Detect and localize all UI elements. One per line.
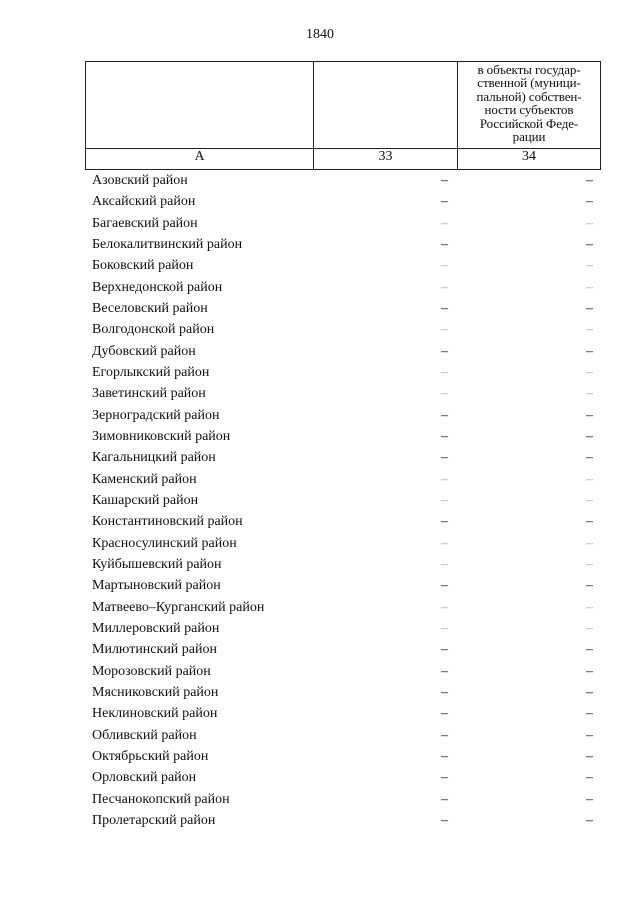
value-col-34: – <box>586 428 593 444</box>
value-col-33: – <box>441 492 448 508</box>
table-header <box>85 61 601 170</box>
value-col-34: – <box>586 578 593 594</box>
district-name: Морозовский район <box>92 663 211 679</box>
value-col-33: – <box>441 194 448 210</box>
header-cell-34 <box>458 62 601 149</box>
value-col-34: – <box>586 279 593 295</box>
value-col-34: – <box>586 386 593 402</box>
value-col-34: – <box>586 194 593 210</box>
value-col-34: – <box>586 791 593 807</box>
table-row <box>0 492 640 513</box>
value-col-33: – <box>441 535 448 551</box>
value-col-33: – <box>441 578 448 594</box>
value-col-34: – <box>586 215 593 231</box>
district-name: Зерноградский район <box>92 407 220 423</box>
col34-title <box>458 62 600 143</box>
district-name: Заветинский район <box>92 386 206 402</box>
value-col-34: – <box>586 492 593 508</box>
table-row <box>0 620 640 641</box>
table-row <box>0 428 640 449</box>
table-row <box>0 215 640 236</box>
value-col-33: – <box>441 279 448 295</box>
value-col-34: – <box>586 471 593 487</box>
table-row <box>0 300 640 321</box>
table-row <box>0 556 640 577</box>
value-col-33: – <box>441 620 448 636</box>
value-col-33: – <box>441 428 448 444</box>
value-col-33: – <box>441 450 448 466</box>
table-row <box>0 449 640 470</box>
table-row <box>0 343 640 364</box>
value-col-33: – <box>441 407 448 423</box>
value-col-34: – <box>586 706 593 722</box>
value-col-33: – <box>441 364 448 380</box>
value-col-34: – <box>586 620 593 636</box>
district-name: Кашарский район <box>92 492 199 508</box>
value-col-33: – <box>441 322 448 338</box>
value-col-33: – <box>441 514 448 530</box>
value-col-33: – <box>441 173 448 188</box>
district-name: Зимовниковский район <box>92 428 231 444</box>
table-row <box>0 812 640 833</box>
district-name: Октябрьский район <box>92 748 209 764</box>
value-col-33: – <box>441 300 448 316</box>
col34-title-line: в объекты государ- <box>477 62 581 77</box>
table-row <box>0 684 640 705</box>
district-name: Милютинский район <box>92 642 218 658</box>
district-name: Кагальницкий район <box>92 450 216 466</box>
district-name: Егорлыкский район <box>92 364 210 380</box>
table-row <box>0 471 640 492</box>
district-name: Мартыновский район <box>92 578 221 594</box>
district-name: Песчанокопский район <box>92 791 230 807</box>
value-col-33: – <box>441 791 448 807</box>
value-col-34: – <box>586 364 593 380</box>
table-row <box>0 748 640 769</box>
value-col-34: – <box>586 407 593 423</box>
page-number: 1840 <box>306 27 334 42</box>
table-row <box>0 257 640 278</box>
value-col-34: – <box>586 343 593 359</box>
index-row <box>86 149 601 170</box>
table-row <box>0 663 640 684</box>
value-col-33: – <box>441 642 448 658</box>
value-col-33: – <box>441 258 448 274</box>
district-name: Красносулинский район <box>92 535 237 551</box>
value-col-34: – <box>586 599 593 615</box>
district-name: Матвеево–Курганский район <box>92 599 265 615</box>
index-cell-33: 33 <box>314 149 458 170</box>
table-row <box>0 407 640 428</box>
district-name: Неклиновский район <box>92 706 218 722</box>
value-col-34: – <box>586 770 593 786</box>
table-row <box>0 705 640 726</box>
table-row <box>0 385 640 406</box>
value-col-33: – <box>441 471 448 487</box>
value-col-34: – <box>586 300 593 316</box>
table-row <box>0 535 640 556</box>
value-col-33: – <box>441 727 448 743</box>
district-name: Миллеровский район <box>92 620 220 636</box>
value-col-34: – <box>586 173 593 188</box>
value-col-34: – <box>586 322 593 338</box>
value-col-34: – <box>586 642 593 658</box>
table-row <box>0 791 640 812</box>
value-col-34: – <box>586 748 593 764</box>
value-col-33: – <box>441 663 448 679</box>
table-row <box>0 641 640 662</box>
table-row <box>0 193 640 214</box>
district-name: Каменский район <box>92 471 197 487</box>
district-name: Веселовский район <box>92 300 208 316</box>
value-col-33: – <box>441 812 448 828</box>
table-row <box>0 599 640 620</box>
district-name: Орловский район <box>92 770 197 786</box>
table-row <box>0 727 640 748</box>
value-col-34: – <box>586 258 593 274</box>
district-name: Константиновский район <box>92 514 243 530</box>
header-row <box>86 62 601 149</box>
value-col-33: – <box>441 556 448 572</box>
header-cell-name <box>86 62 314 149</box>
district-name: Куйбышевский район <box>92 556 222 572</box>
value-col-34: – <box>586 236 593 252</box>
district-name: Обливский район <box>92 727 197 743</box>
value-col-34: – <box>586 514 593 530</box>
value-col-33: – <box>441 343 448 359</box>
table-row <box>0 769 640 790</box>
value-col-34: – <box>586 663 593 679</box>
col34-title-line: рации <box>512 129 546 145</box>
value-col-34: – <box>586 450 593 466</box>
value-col-33: – <box>441 684 448 700</box>
index-cell-34: 34 <box>458 149 601 170</box>
district-name: Волгодонской район <box>92 322 215 338</box>
table-row <box>0 513 640 534</box>
value-col-33: – <box>441 748 448 764</box>
district-name: Мясниковский район <box>92 684 219 700</box>
value-col-33: – <box>441 706 448 722</box>
table-row <box>0 364 640 385</box>
district-name: Пролетарский район <box>92 812 216 828</box>
index-cell-a: А <box>86 149 314 170</box>
district-name: Багаевский район <box>92 215 198 231</box>
table-body <box>0 172 640 833</box>
table-row <box>0 279 640 300</box>
value-col-34: – <box>586 812 593 828</box>
value-col-33: – <box>441 599 448 615</box>
district-name: Дубовский район <box>92 343 196 359</box>
table-row <box>0 577 640 598</box>
district-name: Верхнедонской район <box>92 279 223 295</box>
district-name: Белокалитвинский район <box>92 236 243 252</box>
district-name: Боковский район <box>92 258 194 274</box>
col34-title-line: ности субъектов <box>484 102 574 118</box>
value-col-34: – <box>586 684 593 700</box>
header-cell-33 <box>314 62 458 149</box>
table-row <box>0 172 640 193</box>
col34-title-line: пальной) собствен- <box>476 88 582 104</box>
district-name: Азовский район <box>92 173 188 188</box>
col34-title-line: Российской Феде- <box>479 115 579 131</box>
col34-title-line: ственной (муници- <box>477 75 581 91</box>
value-col-33: – <box>441 770 448 786</box>
value-col-34: – <box>586 727 593 743</box>
table-row <box>0 321 640 342</box>
value-col-34: – <box>586 535 593 551</box>
value-col-34: – <box>586 556 593 572</box>
value-col-33: – <box>441 215 448 231</box>
value-col-33: – <box>441 236 448 252</box>
table-row <box>0 236 640 257</box>
district-name: Аксайский район <box>92 194 196 210</box>
value-col-33: – <box>441 386 448 402</box>
